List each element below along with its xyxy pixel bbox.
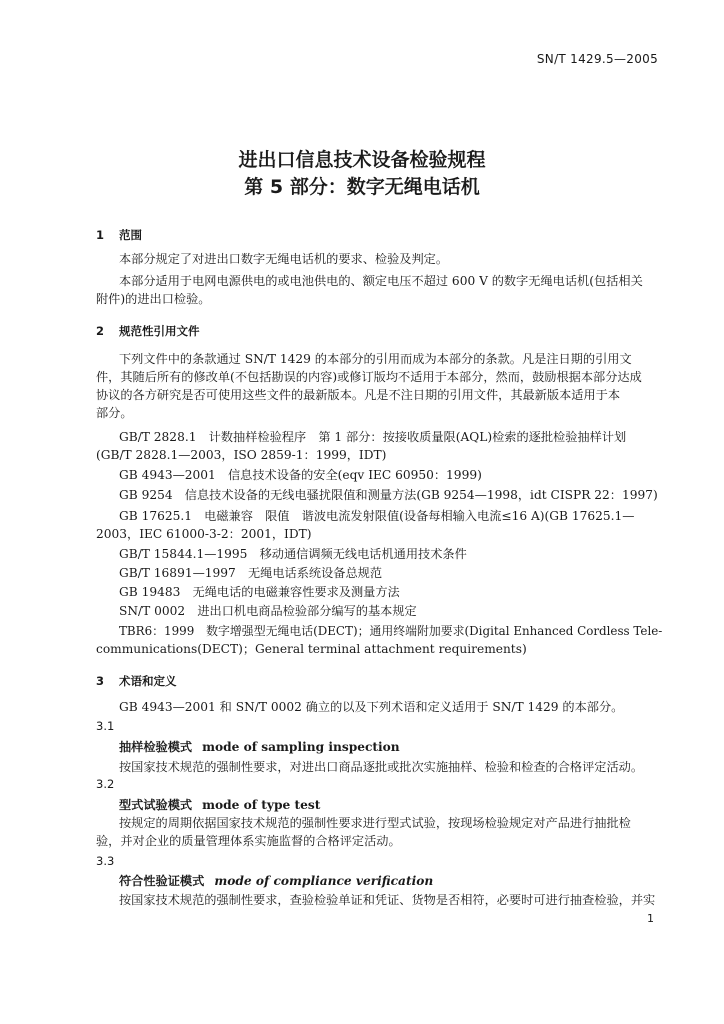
term-chinese: 型式试验模式 xyxy=(119,798,193,812)
section-1-paragraph-2-line-1: 本部分适用于电网电源供电的或电池供电的、额定电压不超过 600 V 的数字无绳电话机(包括相关 xyxy=(119,274,643,288)
term-definition: 按国家技术规范的强制性要求，对进出口商品逐批或批次实施抽样、检验和检查的合格评定活动。 xyxy=(119,760,644,774)
section-2-intro-line: 部分。 xyxy=(96,406,133,420)
page-number: 1 xyxy=(647,912,654,925)
section-3-heading: 术语和定义 xyxy=(119,674,177,688)
reference-item-continued: communications(DECT)；General terminal attachment requirements) xyxy=(96,642,527,656)
term-heading xyxy=(119,796,320,814)
term-english: mode of sampling inspection xyxy=(202,740,400,754)
section-2-heading: 规范性引用文件 xyxy=(119,324,200,338)
section-1-number: 1 xyxy=(96,228,105,242)
section-3-intro: GB 4943—2001 和 SN/T 0002 确立的以及下列术语和定义适用于 SN/T 1429 的本部分。 xyxy=(119,700,624,714)
section-1-paragraph-2-line-2: 附件)的进出口检验。 xyxy=(96,292,211,306)
reference-item: GB 19483 无绳电话的电磁兼容性要求及测量方法 xyxy=(119,585,400,599)
section-2-intro-line: 件，其随后所有的修改单(不包括勘误的内容)或修订版均不适用于本部分，然而，鼓励根据本部分达成 xyxy=(96,370,642,384)
term-chinese: 符合性验证模式 xyxy=(119,874,205,888)
section-2-number: 2 xyxy=(96,324,105,338)
term-definition: 按国家技术规范的强制性要求，查验检验单证和凭证、货物是否相符，必要时可进行抽查检验，并实 xyxy=(119,893,656,907)
reference-item: GB/T 16891—1997 无绳电话系统设备总规范 xyxy=(119,566,383,580)
reference-item-continued: 2003，IEC 61000-3-2：2001，IDT) xyxy=(96,527,312,541)
section-1-heading: 范围 xyxy=(119,228,142,242)
document-subtitle: 第 5 部分：数字无绳电话机 xyxy=(244,176,480,198)
document-title: 进出口信息技术设备检验规程 xyxy=(238,149,486,171)
term-heading xyxy=(119,738,400,756)
standard-code: SN/T 1429.5—2005 xyxy=(536,52,658,66)
reference-item: GB 4943—2001 信息技术设备的安全(eqv IEC 60950：1999) xyxy=(119,468,482,482)
section-3-number: 3 xyxy=(96,674,105,688)
section-2-intro-line: 下列文件中的条款通过 SN/T 1429 的本部分的引用而成为本部分的条款。凡是注日期的引用文 xyxy=(119,352,632,366)
reference-item: GB 9254 信息技术设备的无线电骚扰限值和测量方法(GB 9254—1998，idt CISPR 22：1997) xyxy=(119,488,658,502)
clause-number: 3.1 xyxy=(96,719,115,733)
reference-item: TBR6：1999 数字增强型无绳电话(DECT)；通用终端附加要求(Digital Enhanced Cordless Tele- xyxy=(119,624,663,638)
section-2-intro-line: 协议的各方研究是否可使用这些文件的最新版本。凡是不注日期的引用文件，其最新版本适用于本 xyxy=(96,388,621,402)
term-english: mode of type test xyxy=(202,798,321,812)
clause-number: 3.2 xyxy=(96,777,115,791)
term-heading xyxy=(119,872,433,890)
term-english: mode of compliance verification xyxy=(214,874,434,888)
term-definition: 按规定的周期依据国家技术规范的强制性要求进行型式试验，按现场检验规定对产品进行抽批检 xyxy=(119,816,631,830)
reference-item-continued: (GB/T 2828.1—2003，ISO 2859-1：1999，IDT) xyxy=(96,448,387,462)
reference-item: GB/T 15844.1—1995 移动通信调频无线电话机通用技术条件 xyxy=(119,547,467,561)
section-1-paragraph-1: 本部分规定了对进出口数字无绳电话机的要求、检验及判定。 xyxy=(119,252,449,266)
reference-item: GB/T 2828.1 计数抽样检验程序 第 1 部分：按接收质量限(AQL)检索的逐批检验抽样计划 xyxy=(119,430,627,444)
reference-item: GB 17625.1 电磁兼容 限值 谐波电流发射限值(设备每相输入电流≤16 A)(GB 17625.1— xyxy=(119,509,635,523)
clause-number: 3.3 xyxy=(96,854,115,868)
term-definition-continued: 验，并对企业的质量管理体系实施监督的合格评定活动。 xyxy=(96,834,401,848)
reference-item: SN/T 0002 进出口机电商品检验部分编写的基本规定 xyxy=(119,604,417,618)
term-chinese: 抽样检验模式 xyxy=(119,740,193,754)
